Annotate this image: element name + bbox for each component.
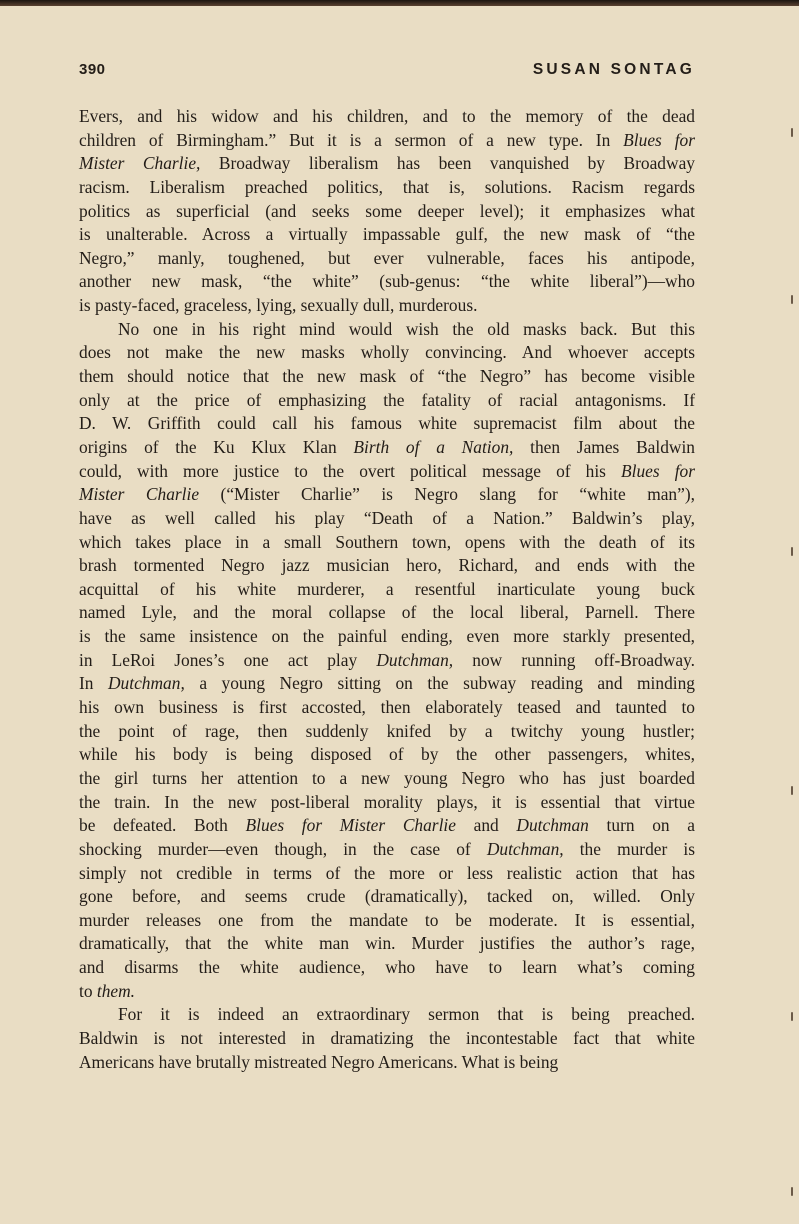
- text-line: [79, 531, 695, 555]
- body-text: [79, 105, 695, 1074]
- text-run: children of Birmingham.” But it is a sermon of a new type. In: [79, 129, 624, 150]
- text-run: could, with more justice to the overt political message of his: [79, 460, 621, 481]
- text-run: in LeRoi Jones’s one act play: [79, 649, 377, 670]
- text-line: [79, 176, 695, 200]
- text-run: and: [455, 815, 517, 836]
- text-run: origins of the Ku Klux Klan: [79, 436, 354, 457]
- text-line: [79, 200, 695, 224]
- text-run: Baldwin is not interested in dramatizing the incontestable fact that white: [79, 1027, 695, 1048]
- text-line: [79, 247, 695, 271]
- margin-mark: [791, 1012, 793, 1021]
- text-run: shocking murder—even though, in the case of: [79, 838, 487, 859]
- text-run: does not make the new masks wholly convincing. And whoever accepts: [79, 342, 695, 363]
- text-run: politics as superficial (and seeks some deeper level); it emphasizes what: [79, 200, 695, 221]
- paragraph: [79, 105, 695, 318]
- text-line: [79, 389, 695, 413]
- text-run: them should notice that the new mask of “the Negro” has become visible: [79, 366, 695, 387]
- text-run: gone before, and seems crude (dramatically), tacked on, willed. Only: [79, 886, 695, 907]
- text-run: have as well called his play “Death of a Nation.” Baldwin’s play,: [79, 507, 695, 528]
- text-run: Evers, and his widow and his children, and to the memory of the dead: [79, 106, 695, 126]
- page-header: [79, 61, 695, 87]
- text-run: only at the price of emphasizing the fatality of racial antagonisms. If: [79, 389, 695, 410]
- text-line: [79, 318, 695, 342]
- text-run: is unalterable. Across a virtually impassable gulf, the new mask of “the: [79, 224, 695, 245]
- text-line: [79, 767, 695, 791]
- text-line: [79, 554, 695, 578]
- text-run: For it is indeed an extraordinary sermon that is being preached.: [118, 1004, 695, 1025]
- text-line: [79, 862, 695, 886]
- text-run: then James Baldwin: [513, 436, 695, 457]
- text-line: [79, 294, 695, 318]
- text-run: simply not credible in terms of the more or less realistic action that has: [79, 862, 695, 883]
- italic-title: Birth of a Nation,: [353, 436, 514, 457]
- text-line: [79, 649, 695, 673]
- text-line: [79, 791, 695, 815]
- text-line: [79, 838, 695, 862]
- text-run: another new mask, “the white” (sub-genus: “the white liberal”)—who: [79, 271, 695, 292]
- text-run: the murder is: [563, 838, 696, 859]
- text-line: [79, 152, 695, 176]
- margin-mark: [791, 547, 793, 556]
- text-run: is the same insistence on the painful ending, even more starkly presented,: [79, 626, 695, 647]
- text-line: [79, 578, 695, 602]
- text-line: [79, 885, 695, 909]
- text-line: [79, 223, 695, 247]
- text-run: his own business is first accosted, then elaborately teased and taunted to: [79, 697, 695, 718]
- text-line: [79, 507, 695, 531]
- text-run: No one in his right mind would wish the old masks back. But this: [118, 318, 695, 339]
- italic-title: them.: [96, 980, 136, 1001]
- text-line: [79, 105, 695, 129]
- italic-title: Blues for Mister Charlie: [245, 815, 456, 836]
- italic-title: Mister Charlie,: [79, 153, 201, 174]
- text-line: [79, 625, 695, 649]
- text-run: the train. In the new post-liberal morality plays, it is essential that virtue: [79, 791, 695, 812]
- text-run: is pasty-faced, graceless, lying, sexually dull, murderous.: [79, 295, 478, 316]
- text-run: be defeated. Both: [79, 815, 246, 836]
- text-line: [79, 436, 695, 460]
- text-run: dramatically, that the white man win. Murder justifies the author’s rage,: [79, 933, 695, 954]
- italic-title: Mister Charlie: [79, 484, 200, 505]
- running-head: SUSAN SONTAG: [532, 61, 695, 78]
- paragraph: [79, 318, 695, 1004]
- text-run: named Lyle, and the moral collapse of the local liberal, Parnell. There: [79, 602, 695, 623]
- italic-title: Dutchman,: [486, 838, 564, 859]
- text-run: Negro,” manly, toughened, but ever vulnerable, faces his antipode,: [79, 247, 695, 268]
- text-run: turn on a: [588, 815, 695, 836]
- italic-title: Dutchman,: [108, 673, 185, 694]
- text-line: [79, 412, 695, 436]
- text-run: brash tormented Negro jazz musician hero, Richard, and ends with the: [79, 555, 695, 576]
- text-line: [79, 672, 695, 696]
- text-line: [79, 814, 695, 838]
- text-run: a young Negro sitting on the subway reading and minding: [184, 673, 695, 694]
- text-run: and disarms the white audience, who have to learn what’s coming: [79, 957, 695, 978]
- text-line: [79, 270, 695, 294]
- page-number: 390: [79, 61, 106, 78]
- text-run: acquittal of his white murderer, a resentful inarticulate young buck: [79, 578, 695, 599]
- text-line: [79, 1003, 695, 1027]
- text-run: to: [79, 980, 97, 1001]
- text-run: now running off-Broadway.: [453, 649, 695, 670]
- text-line: [79, 932, 695, 956]
- text-run: racism. Liberalism preached politics, that is, solutions. Racism regards: [79, 176, 695, 197]
- text-line: [79, 601, 695, 625]
- text-run: In: [79, 673, 108, 694]
- text-line: [79, 980, 695, 1004]
- text-line: [79, 696, 695, 720]
- italic-title: Dutchman,: [376, 649, 454, 670]
- text-run: which takes place in a small Southern town, opens with the death of its: [79, 531, 695, 552]
- italic-title: Blues for: [621, 460, 696, 481]
- margin-mark: [791, 786, 793, 795]
- text-run: murder releases one from the mandate to be moderate. It is essential,: [79, 909, 695, 930]
- text-run: Americans have brutally mistreated Negro Americans. What is being: [79, 1051, 559, 1072]
- text-run: the point of rage, then suddenly knifed by a twitchy young hustler;: [79, 720, 695, 741]
- text-line: [79, 1051, 695, 1075]
- italic-title: Dutchman: [516, 815, 589, 836]
- text-run: Broadway liberalism has been vanquished by Broadway: [200, 153, 695, 174]
- text-line: [79, 341, 695, 365]
- text-run: (“Mister Charlie” is Negro slang for “white man”),: [199, 484, 695, 505]
- text-run: the girl turns her attention to a new young Negro who has just boarded: [79, 767, 695, 788]
- text-run: while his body is being disposed of by the other passengers, whites,: [79, 744, 695, 765]
- italic-title: Blues for: [623, 129, 695, 150]
- text-line: [79, 129, 695, 153]
- margin-mark: [791, 295, 793, 304]
- paragraph: [79, 1003, 695, 1074]
- margin-mark: [791, 1187, 793, 1196]
- text-line: [79, 720, 695, 744]
- text-line: [79, 365, 695, 389]
- margin-mark: [791, 128, 793, 137]
- text-run: D. W. Griffith could call his famous white supremacist film about the: [79, 413, 695, 434]
- text-line: [79, 483, 695, 507]
- text-line: [79, 909, 695, 933]
- text-line: [79, 743, 695, 767]
- text-line: [79, 1027, 695, 1051]
- text-line: [79, 460, 695, 484]
- text-line: [79, 956, 695, 980]
- page-top-edge: [0, 0, 799, 6]
